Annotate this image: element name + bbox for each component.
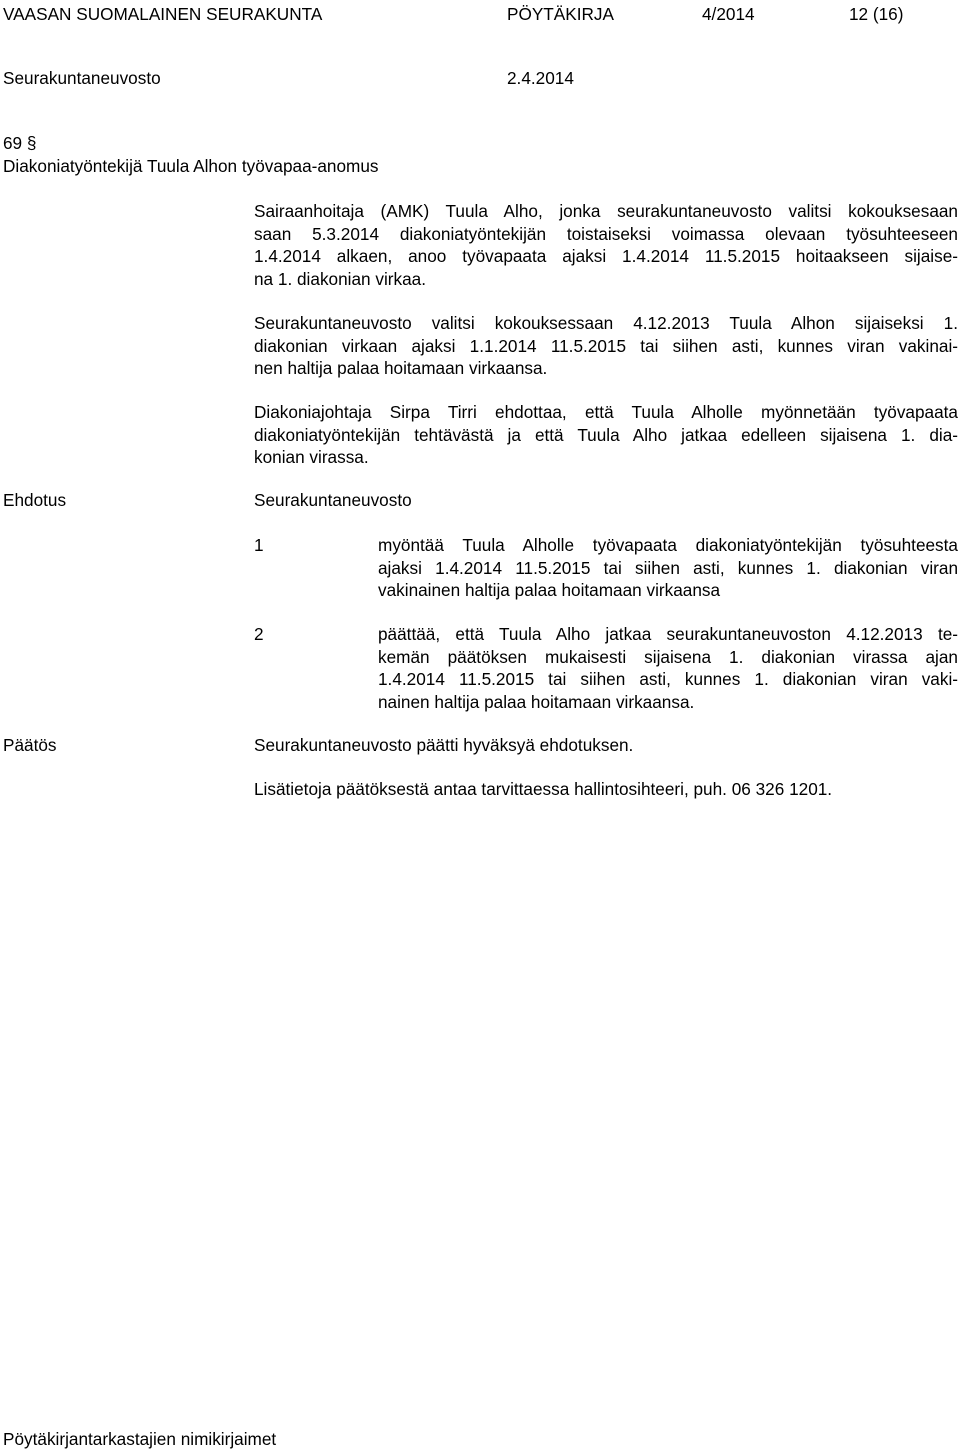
proposal-label: Ehdotus (3, 490, 67, 510)
paragraph-line: diakoniatyöntekijän tehtävästä ja että Tuula Alho jatkaa edelleen sijaisena 1. dia- (254, 424, 958, 445)
section-number-value: 69 (3, 133, 23, 153)
paragraph-line: Sairaanhoitaja (AMK) Tuula Alho, jonka seurakuntaneuvosto valitsi kokouksesaan (254, 201, 958, 221)
proposal-item-line: nainen haltija palaa hoitamaan virkaansa. (378, 691, 695, 712)
proposal-item-line: ajaksi 1.4.2014 11.5.2015 tai siihen asti, kunnes 1. diakonian viran (378, 557, 958, 578)
proposal-item-line: kemän päätöksen mukaisesti sijaisena 1. diakonian virassa ajan (378, 646, 958, 667)
proposal-item (378, 623, 958, 713)
paragraph-director-proposal (254, 401, 958, 469)
section-number (3, 132, 36, 154)
paragraph-line: 1.4.2014 alkaen, anoo työvapaata ajaksi 1.4.2014 11.5.2015 hoitaakseen sijaise- (254, 246, 958, 266)
paragraph-line: konian virassa. (254, 447, 369, 467)
decision-label: Päätös (3, 735, 57, 755)
meeting-date: 2.4.2014 (507, 68, 574, 88)
document-issue: 4/2014 (702, 4, 755, 24)
proposal-item-line: 1.4.2014 11.5.2015 tai siihen asti, kunnes 1. diakonian viran vaki- (378, 669, 958, 689)
section-symbol: § (26, 133, 37, 153)
paragraph-line: na 1. diakonian virkaa. (254, 268, 426, 289)
decision-text: Seurakuntaneuvosto päätti hyväksyä ehdotuksen. (254, 735, 634, 755)
paragraph-line: Diakoniajohtaja Sirpa Tirri ehdottaa, että Tuula Alholle myönnetään työvapaata (254, 402, 958, 422)
proposal-item-line: vakinainen haltija palaa hoitamaan virkaansa (378, 580, 721, 600)
paragraph-line: diakonian virkaan ajaksi 1.1.2014 11.5.2015 tai siihen asti, kunnes viran vakinai- (254, 335, 958, 356)
proposal-item (378, 534, 958, 602)
document-type: PÖYTÄKIRJA (507, 4, 614, 24)
meeting-body: Seurakuntaneuvosto (3, 68, 161, 88)
paragraph-line: Seurakuntaneuvosto valitsi kokouksessaan 4.12.2013 Tuula Alhon sijaiseksi 1. (254, 313, 958, 333)
paragraph-background (254, 200, 958, 290)
proposal-item-number: 1 (254, 535, 264, 555)
proposal-item-line: myöntää Tuula Alholle työvapaata diakoniatyöntekijän työsuhteesta (378, 535, 958, 555)
section-title: Diakoniatyöntekijä Tuula Alhon työvapaa-anomus (3, 156, 379, 176)
proposal-item-line: päättää, että Tuula Alho jatkaa seurakuntaneuvoston 4.12.2013 te- (378, 624, 958, 644)
proposal-lead: Seurakuntaneuvosto (254, 490, 412, 510)
organization-name: VAASAN SUOMALAINEN SEURAKUNTA (3, 4, 323, 24)
paragraph-earlier-decision (254, 312, 958, 380)
signatures-label: Pöytäkirjantarkastajien nimikirjaimet (3, 1429, 277, 1449)
proposal-item-number: 2 (254, 624, 264, 644)
page-number: 12 (16) (849, 4, 904, 24)
paragraph-line: saan 5.3.2014 diakoniatyöntekijän toistaiseksi voimassa olevaan työsuhteeseen (254, 223, 958, 244)
decision-contact-info: Lisätietoja päätöksestä antaa tarvittaessa hallintosihteeri, puh. 06 326 1201. (254, 779, 833, 799)
paragraph-line: nen haltija palaa hoitamaan virkaansa. (254, 358, 548, 378)
